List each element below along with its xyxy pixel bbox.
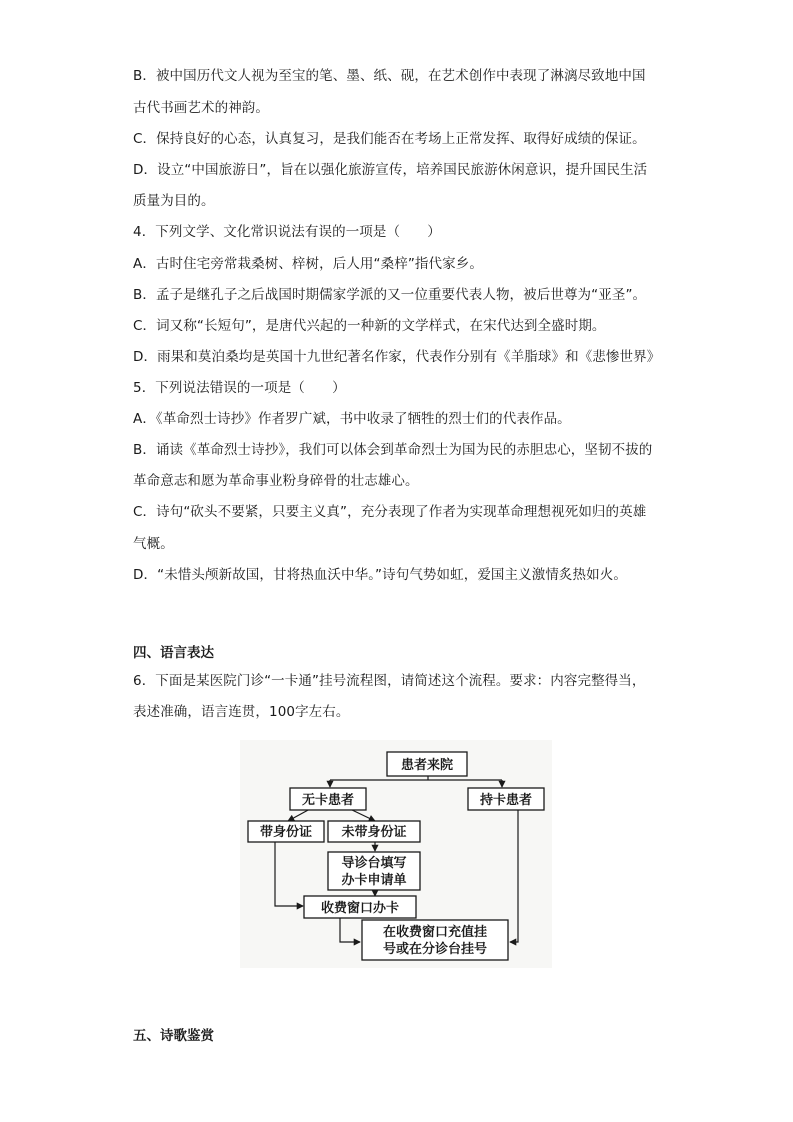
flowchart-label-register-line-1: 在收费窗口充值挂 xyxy=(382,925,488,940)
section-4-heading: 四、语言表达 xyxy=(133,645,214,661)
registration-flowchart xyxy=(240,740,552,968)
question-4-option-c: C．词又称“长短句”，是唐代兴起的一种新的文学样式，在宋代达到全盛时期。 xyxy=(133,318,606,334)
question-4-option-b: B．孟子是继孔子之后战国时期儒家学派的又一位重要代表人物，被后世尊为“亚圣”。 xyxy=(133,287,647,303)
question-5-option-a: A．《革命烈士诗抄》作者罗广斌，书中收录了牺牲的烈士们的代表作品。 xyxy=(133,411,571,427)
question-4-stem: 4．下列文学、文化常识说法有误的一项是（ ） xyxy=(133,224,441,240)
flowchart-label-fill-form-line-2: 办卡申请单 xyxy=(341,873,407,888)
question-3-option-d-line-2: 质量为目的。 xyxy=(133,193,215,209)
flowchart-label-register-line-2: 号或在分诊台挂号 xyxy=(382,942,488,957)
question-5-option-d: D．“未惜头颅新故国，甘将热血沃中华。”诗句气势如虹，爱国主义激情炙热如火。 xyxy=(133,567,627,583)
question-5-stem: 5．下列说法错误的一项是（ ） xyxy=(133,380,346,396)
flowchart-label-has-card: 持卡患者 xyxy=(479,793,533,808)
flowchart-label-fill-form-line-1: 导诊台填写 xyxy=(341,856,407,871)
question-5-option-c-line-2: 气概。 xyxy=(133,536,174,552)
question-3-option-b-line-2: 古代书画艺术的神韵。 xyxy=(133,100,269,116)
question-4-option-a: A．古时住宅旁常栽桑树、梓树，后人用“桑梓”指代家乡。 xyxy=(133,256,483,272)
question-3-option-c: C．保持良好的心态，认真复习，是我们能否在考场上正常发挥、取得好成绩的保证。 xyxy=(133,131,646,147)
question-5-option-b-line-2: 革命意志和愿为革命事业粉身碎骨的壮志雄心。 xyxy=(133,473,419,489)
question-3-option-d-line-1: D．设立“中国旅游日”，旨在以强化旅游宣传，培养国民旅游休闲意识，提升国民生活 xyxy=(133,162,648,178)
question-6-stem-line-1: 6．下面是某医院门诊“一卡通”挂号流程图，请简述这个流程。要求：内容完整得当， xyxy=(133,673,646,689)
flowchart-label-with-id: 带身份证 xyxy=(259,825,313,840)
question-4-option-d: D．雨果和莫泊桑均是英国十九世纪著名作家，代表作分别有《羊脂球》和《悲惨世界》 xyxy=(133,349,661,365)
flowchart-label-without-id: 未带身份证 xyxy=(341,825,407,840)
question-5-option-c-line-1: C．诗句“砍头不要紧，只要主义真”，充分表现了作者为实现革命理想视死如归的英雄 xyxy=(133,504,647,520)
question-5-option-b-line-1: B．诵读《革命烈士诗抄》，我们可以体会到革命烈士为国为民的赤胆忠心，坚韧不拔的 xyxy=(133,442,653,458)
section-5-heading: 五、诗歌鉴赏 xyxy=(133,1028,214,1044)
question-6-stem-line-2: 表述准确，语言连贯，100字左右。 xyxy=(133,704,350,720)
flowchart-label-no-card: 无卡患者 xyxy=(301,793,355,808)
question-3-option-b-line-1: B．被中国历代文人视为至宝的笔、墨、纸、砚，在艺术创作中表现了淋漓尽致地中国 xyxy=(133,68,646,84)
flowchart-label-issue-card: 收费窗口办卡 xyxy=(320,901,400,916)
flowchart-label-start: 患者来院 xyxy=(400,758,454,773)
flowchart-svg xyxy=(240,740,552,968)
